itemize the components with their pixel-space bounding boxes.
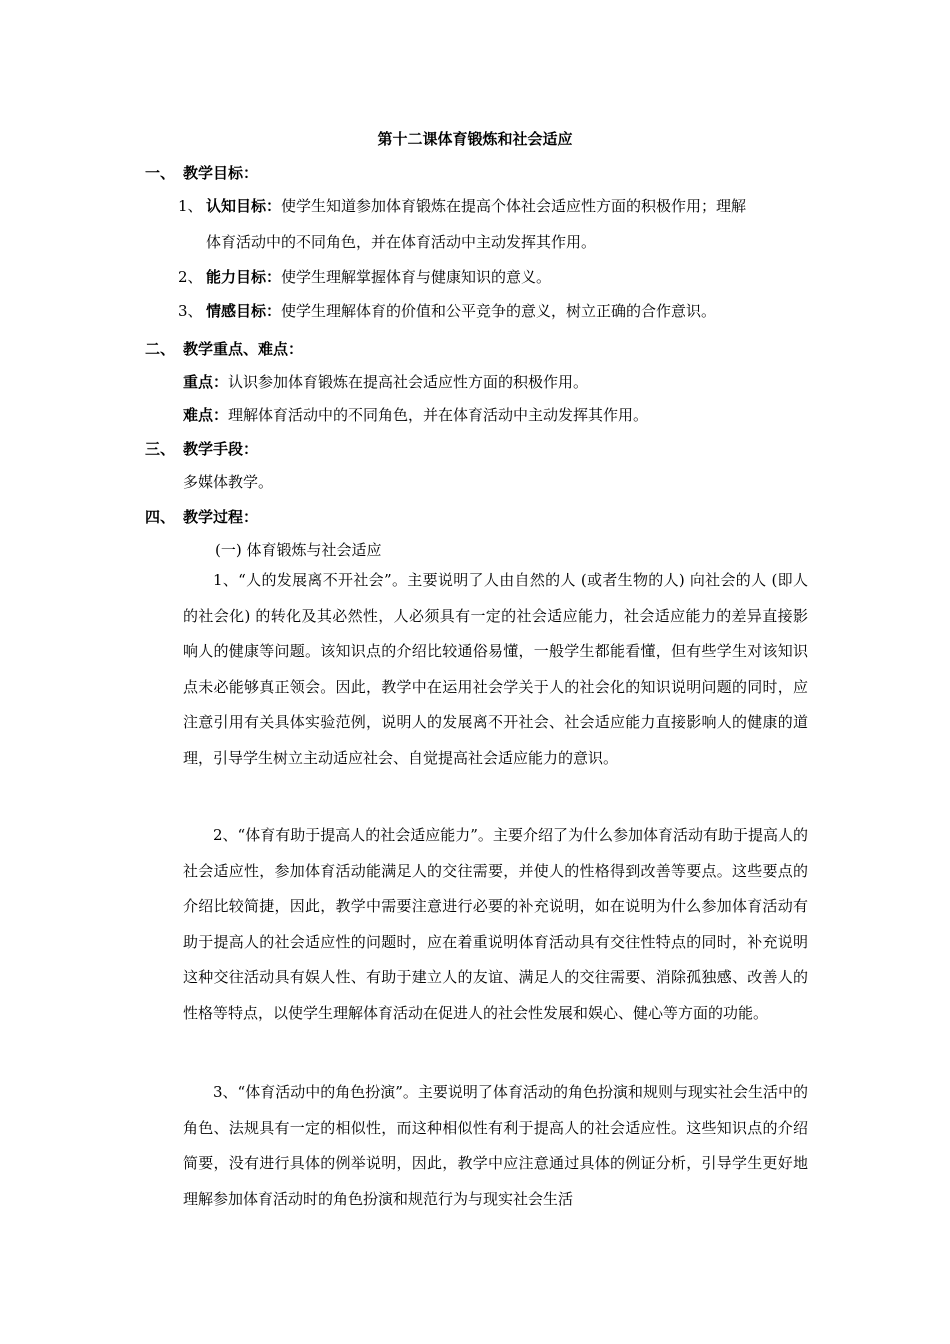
objective-label: 情感目标： — [206, 302, 282, 320]
objective-item-1 — [178, 195, 746, 216]
section-heading-4 — [145, 506, 258, 527]
process-paragraph-1: 1、“人的发展离不开社会”。主要说明了人由自然的人 (或者生物的人) 向社会的人 (即人的社会化) 的转化及其必然性，人必须具有一定的社会适应能力，社会适应能力的差异直接影响人的健康等问题。该知识点的介绍比较通俗易懂，一般学生都能看懂，但有些学生对该知识点未必能够真正领会。因此，教学中在运用社会学关于人的社会化的知识说明问题的同时，应注意引用有关具体实验范例，说明人的发展离不开社会、社会适应能力直接影响人的健康的道理，引导学生树立主动适应社会、自觉提高社会适应能力的意识。 — [183, 571, 808, 767]
section-heading-1 — [145, 162, 258, 183]
objective-item-2 — [178, 266, 551, 287]
section-label: 教学过程： — [183, 508, 259, 526]
process-subheading: (一) 体育锻炼与社会适应 — [215, 541, 382, 559]
objective-number: 3、 — [178, 302, 203, 320]
section-heading-2 — [145, 338, 303, 359]
objective-text: 使学生知道参加体育锻炼在提高个体社会适应性方面的积极作用；理解 — [281, 197, 747, 215]
teaching-means-text: 多媒体教学。 — [183, 473, 274, 491]
objective-label: 认知目标： — [206, 197, 282, 215]
objective-text: 使学生理解体育的价值和公平竞争的意义，树立正确的合作意识。 — [281, 302, 717, 320]
objective-item-1-continued: 体育活动中的不同角色，并在体育活动中主动发挥其作用。 — [206, 233, 597, 251]
section-number: 二、 — [145, 340, 176, 358]
process-paragraph-2: 2、“体育有助于提高人的社会适应能力”。主要介绍了为什么参加体育活动有助于提高人的社会适应性，参加体育活动能满足人的交往需要，并使人的性格得到改善等要点。这些要点的介绍比较简捷，因此，教学中需要注意进行必要的补充说明，如在说明为什么参加体育活动有助于提高人的社会适应性的问题时，应在着重说明体育活动具有交往性特点的同时，补充说明这种交往活动具有娱人性、有助于建立人的友谊、满足人的交往需要、消除孤独感、改善人的性格等特点，以使学生理解体育活动在促进人的社会性发展和娱心、健心等方面的功能。 — [183, 826, 808, 1022]
objective-number: 1、 — [178, 197, 203, 215]
section-number: 三、 — [145, 440, 176, 458]
section-number: 四、 — [145, 508, 176, 526]
section-number: 一、 — [145, 164, 176, 182]
process-paragraph-3: 3、“体育活动中的角色扮演”。主要说明了体育活动的角色扮演和规则与现实社会生活中的角色、法规具有一定的相似性，而这种相似性有利于提高人的社会适应性。这些知识点的介绍简要，没有进行具体的例举说明，因此，教学中应注意通过具体的例证分析，引导学生更好地理解参加体育活动时的角色扮演和规范行为与现实社会生活 — [183, 1083, 808, 1208]
document-title: 第十二课体育锻炼和社会适应 — [377, 130, 573, 148]
objective-number: 2、 — [178, 268, 203, 286]
key-point-item — [183, 371, 588, 392]
section-label: 教学目标： — [183, 164, 259, 182]
difficult-point-item — [183, 404, 648, 425]
difficult-point-label: 难点： — [183, 406, 229, 424]
section-heading-3 — [145, 438, 258, 459]
objective-label: 能力目标： — [206, 268, 282, 286]
section-label: 教学重点、难点： — [183, 340, 304, 358]
objective-item-3 — [178, 300, 716, 321]
section-label: 教学手段： — [183, 440, 259, 458]
key-point-text: 认识参加体育锻炼在提高社会适应性方面的积极作用。 — [228, 373, 589, 391]
key-point-label: 重点： — [183, 373, 229, 391]
difficult-point-text: 理解体育活动中的不同角色，并在体育活动中主动发挥其作用。 — [228, 406, 649, 424]
objective-text: 使学生理解掌握体育与健康知识的意义。 — [281, 268, 552, 286]
